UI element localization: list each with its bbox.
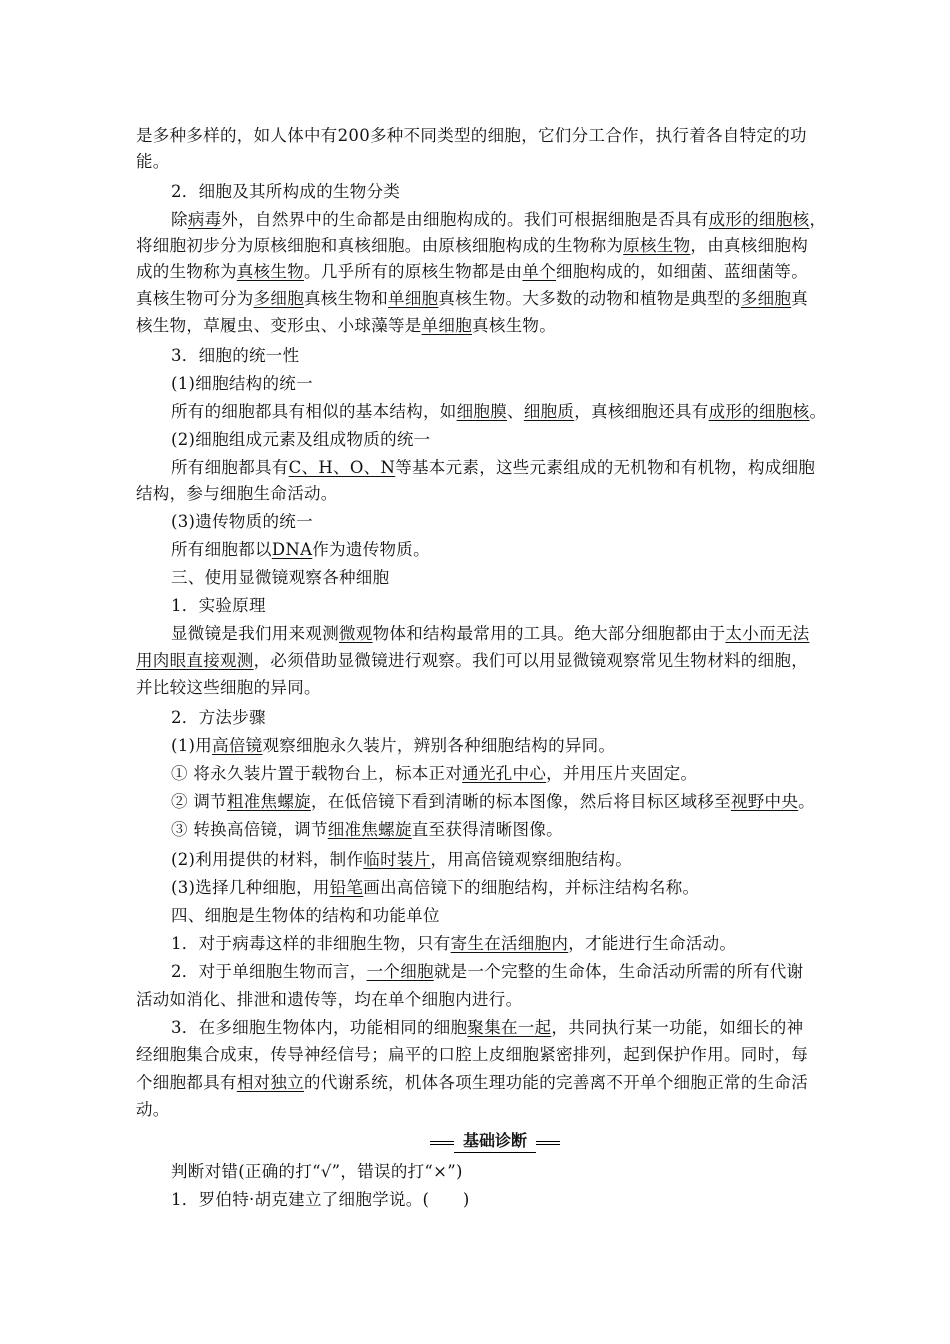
text-run: 。 [809, 402, 827, 421]
text-line [136, 988, 816, 1012]
text-run: 3．在多细胞生物体内，功能相同的细胞 [171, 1018, 468, 1037]
answer-blank: 单细胞 [388, 289, 439, 308]
text-run: ，真核细胞还具有 [574, 402, 709, 421]
text-line [171, 734, 816, 758]
text-line [171, 344, 816, 368]
text-run: 1．实验原理 [171, 596, 266, 615]
text-line [171, 848, 816, 872]
text-run: 3．细胞的统一性 [171, 346, 300, 365]
text-run: 物体和结构最常用的工具。绝大部分细胞都由于 [372, 624, 726, 643]
text-run: 。几乎所有的原核生物都是由 [304, 262, 523, 281]
text-run: ，共同执行某一功能，如细长的神 [551, 1018, 804, 1037]
text-run: (3)遗传物质的统一 [171, 512, 313, 531]
text-run: ，才能进行生命活动。 [568, 934, 737, 953]
text-run: 2．方法步骤 [171, 708, 266, 727]
text-run: 的代谢系统，机体各项生理功能的完善离不开单个细胞正常的生命活 [304, 1073, 809, 1092]
answer-blank: 真核生物 [236, 262, 305, 281]
text-line [171, 1160, 816, 1184]
text-run: (2)利用提供的材料，制作 [171, 850, 364, 869]
text-run: ① 将永久装片置于载物台上，标本正对 [171, 764, 463, 783]
text-line [171, 372, 816, 396]
answer-blank: 用肉眼直接观测 [136, 651, 254, 670]
text-run: 真 [791, 289, 809, 308]
text-run: 所有细胞都以 [171, 540, 272, 559]
text-line [136, 314, 816, 338]
text-run: 经细胞集合成束，传导神经信号；扁平的口腔上皮细胞紧密排列，起到保护作用。同时，每 [136, 1045, 808, 1064]
answer-blank: 细准焦螺旋 [327, 820, 412, 839]
text-run: 。 [798, 792, 815, 811]
text-run: 活动如消化、排泄和遗传等，均在单个细胞内进行。 [136, 990, 523, 1009]
text-line [171, 818, 816, 842]
text-line [171, 208, 827, 232]
text-run: 、 [507, 402, 524, 421]
text-run: 能。 [136, 152, 170, 171]
answer-blank: 高倍镜 [212, 736, 263, 755]
text-run: ，必须借助显微镜进行观察。我们可以用显微镜观察常见生物材料的细胞， [253, 651, 809, 670]
answer-blank: 相对独立 [236, 1073, 305, 1092]
text-run: 判断对错(正确的打“√”，错误的打“×”) [171, 1162, 463, 1181]
text-run: 三、使用显微镜观察各种细胞 [171, 568, 390, 587]
text-run: 除 [171, 210, 188, 229]
answer-blank: 成形的细胞核 [708, 402, 810, 421]
text-run: 核生物，草履虫、变形虫、小球藻等是 [136, 316, 422, 335]
answer-blank: 单个 [522, 262, 557, 281]
text-line [171, 706, 816, 730]
text-run: 作为遗传物质。 [312, 540, 430, 559]
text-line [171, 1016, 816, 1040]
answer-blank: 微观 [339, 624, 373, 643]
text-line [171, 594, 816, 618]
text-line [136, 1098, 816, 1122]
text-line [136, 234, 816, 258]
answer-blank: 太小而无法 [725, 624, 810, 643]
text-line [136, 649, 816, 673]
text-run: 画出高倍镜下的细胞结构，并标注结构名称。 [363, 878, 700, 897]
text-line [136, 260, 816, 284]
answer-blank: 通光孔中心 [462, 764, 547, 783]
answer-blank: 单细胞 [421, 316, 473, 335]
text-line [171, 1188, 816, 1212]
text-run: 四、细胞是生物体的结构和功能单位 [171, 906, 440, 925]
text-run: ，用高倍镜观察细胞结构。 [430, 850, 633, 869]
text-run: (2)细胞组成元素及组成物质的统一 [171, 430, 431, 449]
text-run: 真核生物。大多数的动物和植物是典型的 [438, 289, 741, 308]
banner-title: 基础诊断 [454, 1130, 536, 1153]
text-run: 并比较这些细胞的异同。 [136, 678, 321, 697]
text-run: 真核生物和 [304, 289, 389, 308]
text-run: 等基本元素，这些元素组成的无机物和有机物，构成细胞 [395, 458, 816, 477]
text-run: 结构，参与细胞生命活动。 [136, 484, 338, 503]
text-run: 所有的细胞都具有相似的基本结构，如 [171, 402, 457, 421]
text-run: 将细胞初步分为原核细胞和真核细胞。由原核细胞构成的生物称为 [136, 236, 624, 255]
text-line [171, 762, 816, 786]
text-run: 2．细胞及其所构成的生物分类 [171, 182, 401, 201]
text-line [171, 904, 816, 928]
text-line [171, 400, 827, 424]
text-run: ，由真核细胞构 [690, 236, 809, 255]
text-line [171, 960, 816, 984]
text-run: 是多种多样的，如人体中有200多种不同类型的细胞，它们分工合作，执行着各自特定的功 [136, 126, 807, 145]
answer-blank: 聚集在一起 [467, 1018, 552, 1037]
text-line [171, 622, 816, 646]
answer-blank: 病毒 [187, 210, 222, 229]
text-run: (1)用 [171, 736, 213, 755]
text-line [136, 1043, 816, 1067]
text-run: ，并用压片夹固定。 [546, 764, 698, 783]
text-run: 成的生物称为 [136, 262, 237, 281]
text-line [171, 932, 816, 956]
answer-blank: C、H、O、N [288, 458, 396, 477]
text-line [171, 566, 816, 590]
answer-blank: 多细胞 [740, 289, 792, 308]
answer-blank: 细胞膜 [456, 402, 508, 421]
answer-blank: 粗准焦螺旋 [226, 792, 311, 811]
text-line [171, 876, 816, 900]
answer-blank: 成形的细胞核 [708, 210, 810, 229]
text-run: 所有细胞都具有 [171, 458, 289, 477]
text-run: 1．对于病毒这样的非细胞生物，只有 [171, 934, 451, 953]
text-run: 直至获得清晰图像。 [411, 820, 563, 839]
answer-blank: 寄生在活细胞内 [450, 934, 569, 953]
text-line [171, 456, 816, 480]
answer-blank: DNA [271, 540, 313, 559]
text-line [136, 150, 816, 174]
text-run: 外，自然界中的生命都是由细胞构成的。我们可根据细胞是否具有 [221, 210, 709, 229]
answer-blank: 临时装片 [363, 850, 431, 869]
text-line [171, 538, 816, 562]
text-run: (3)选择几种细胞，用 [171, 878, 330, 897]
banner-right-rule [536, 1141, 560, 1145]
answer-blank: 细胞质 [523, 402, 575, 421]
text-line [136, 124, 816, 148]
text-run: 就是一个完整的生命体，生命活动所需的所有代谢 [433, 962, 804, 981]
text-line [136, 287, 816, 311]
text-run: ，在低倍镜下看到清晰的标本图像，然后将目标区域移至 [310, 792, 731, 811]
text-line [136, 676, 816, 700]
answer-blank: 视野中央 [730, 792, 799, 811]
text-run: 动。 [136, 1100, 170, 1119]
text-run: 真核生物可分为 [136, 289, 254, 308]
text-line [136, 1071, 816, 1095]
text-run: ② 调节 [171, 792, 227, 811]
text-run: ③ 转换高倍镜，调节 [171, 820, 328, 839]
answer-blank: 多细胞 [253, 289, 305, 308]
text-run: 1．罗伯特·胡克建立了细胞学说。( ) [171, 1190, 470, 1209]
answer-blank: 一个细胞 [366, 962, 434, 981]
text-run: ， [809, 210, 827, 229]
answer-blank: 原核生物 [623, 236, 691, 255]
text-line [171, 510, 816, 534]
text-line [171, 790, 816, 814]
answer-blank: 铅笔 [329, 878, 364, 897]
text-run: 细胞构成的，如细菌、蓝细菌等。 [556, 262, 809, 281]
text-run: 2．对于单细胞生物而言， [171, 962, 367, 981]
text-run: 显微镜是我们用来观测 [171, 624, 339, 643]
banner-left-rule [430, 1141, 454, 1145]
text-line [171, 180, 816, 204]
section-banner [430, 1130, 560, 1154]
text-run: (1)细胞结构的统一 [171, 374, 313, 393]
text-run: 个细胞都具有 [136, 1073, 237, 1092]
text-run: 真核生物。 [472, 316, 557, 335]
text-line [136, 482, 816, 506]
text-line [171, 428, 816, 452]
text-run: 观察细胞永久装片，辨别各种细胞结构的异同。 [262, 736, 616, 755]
